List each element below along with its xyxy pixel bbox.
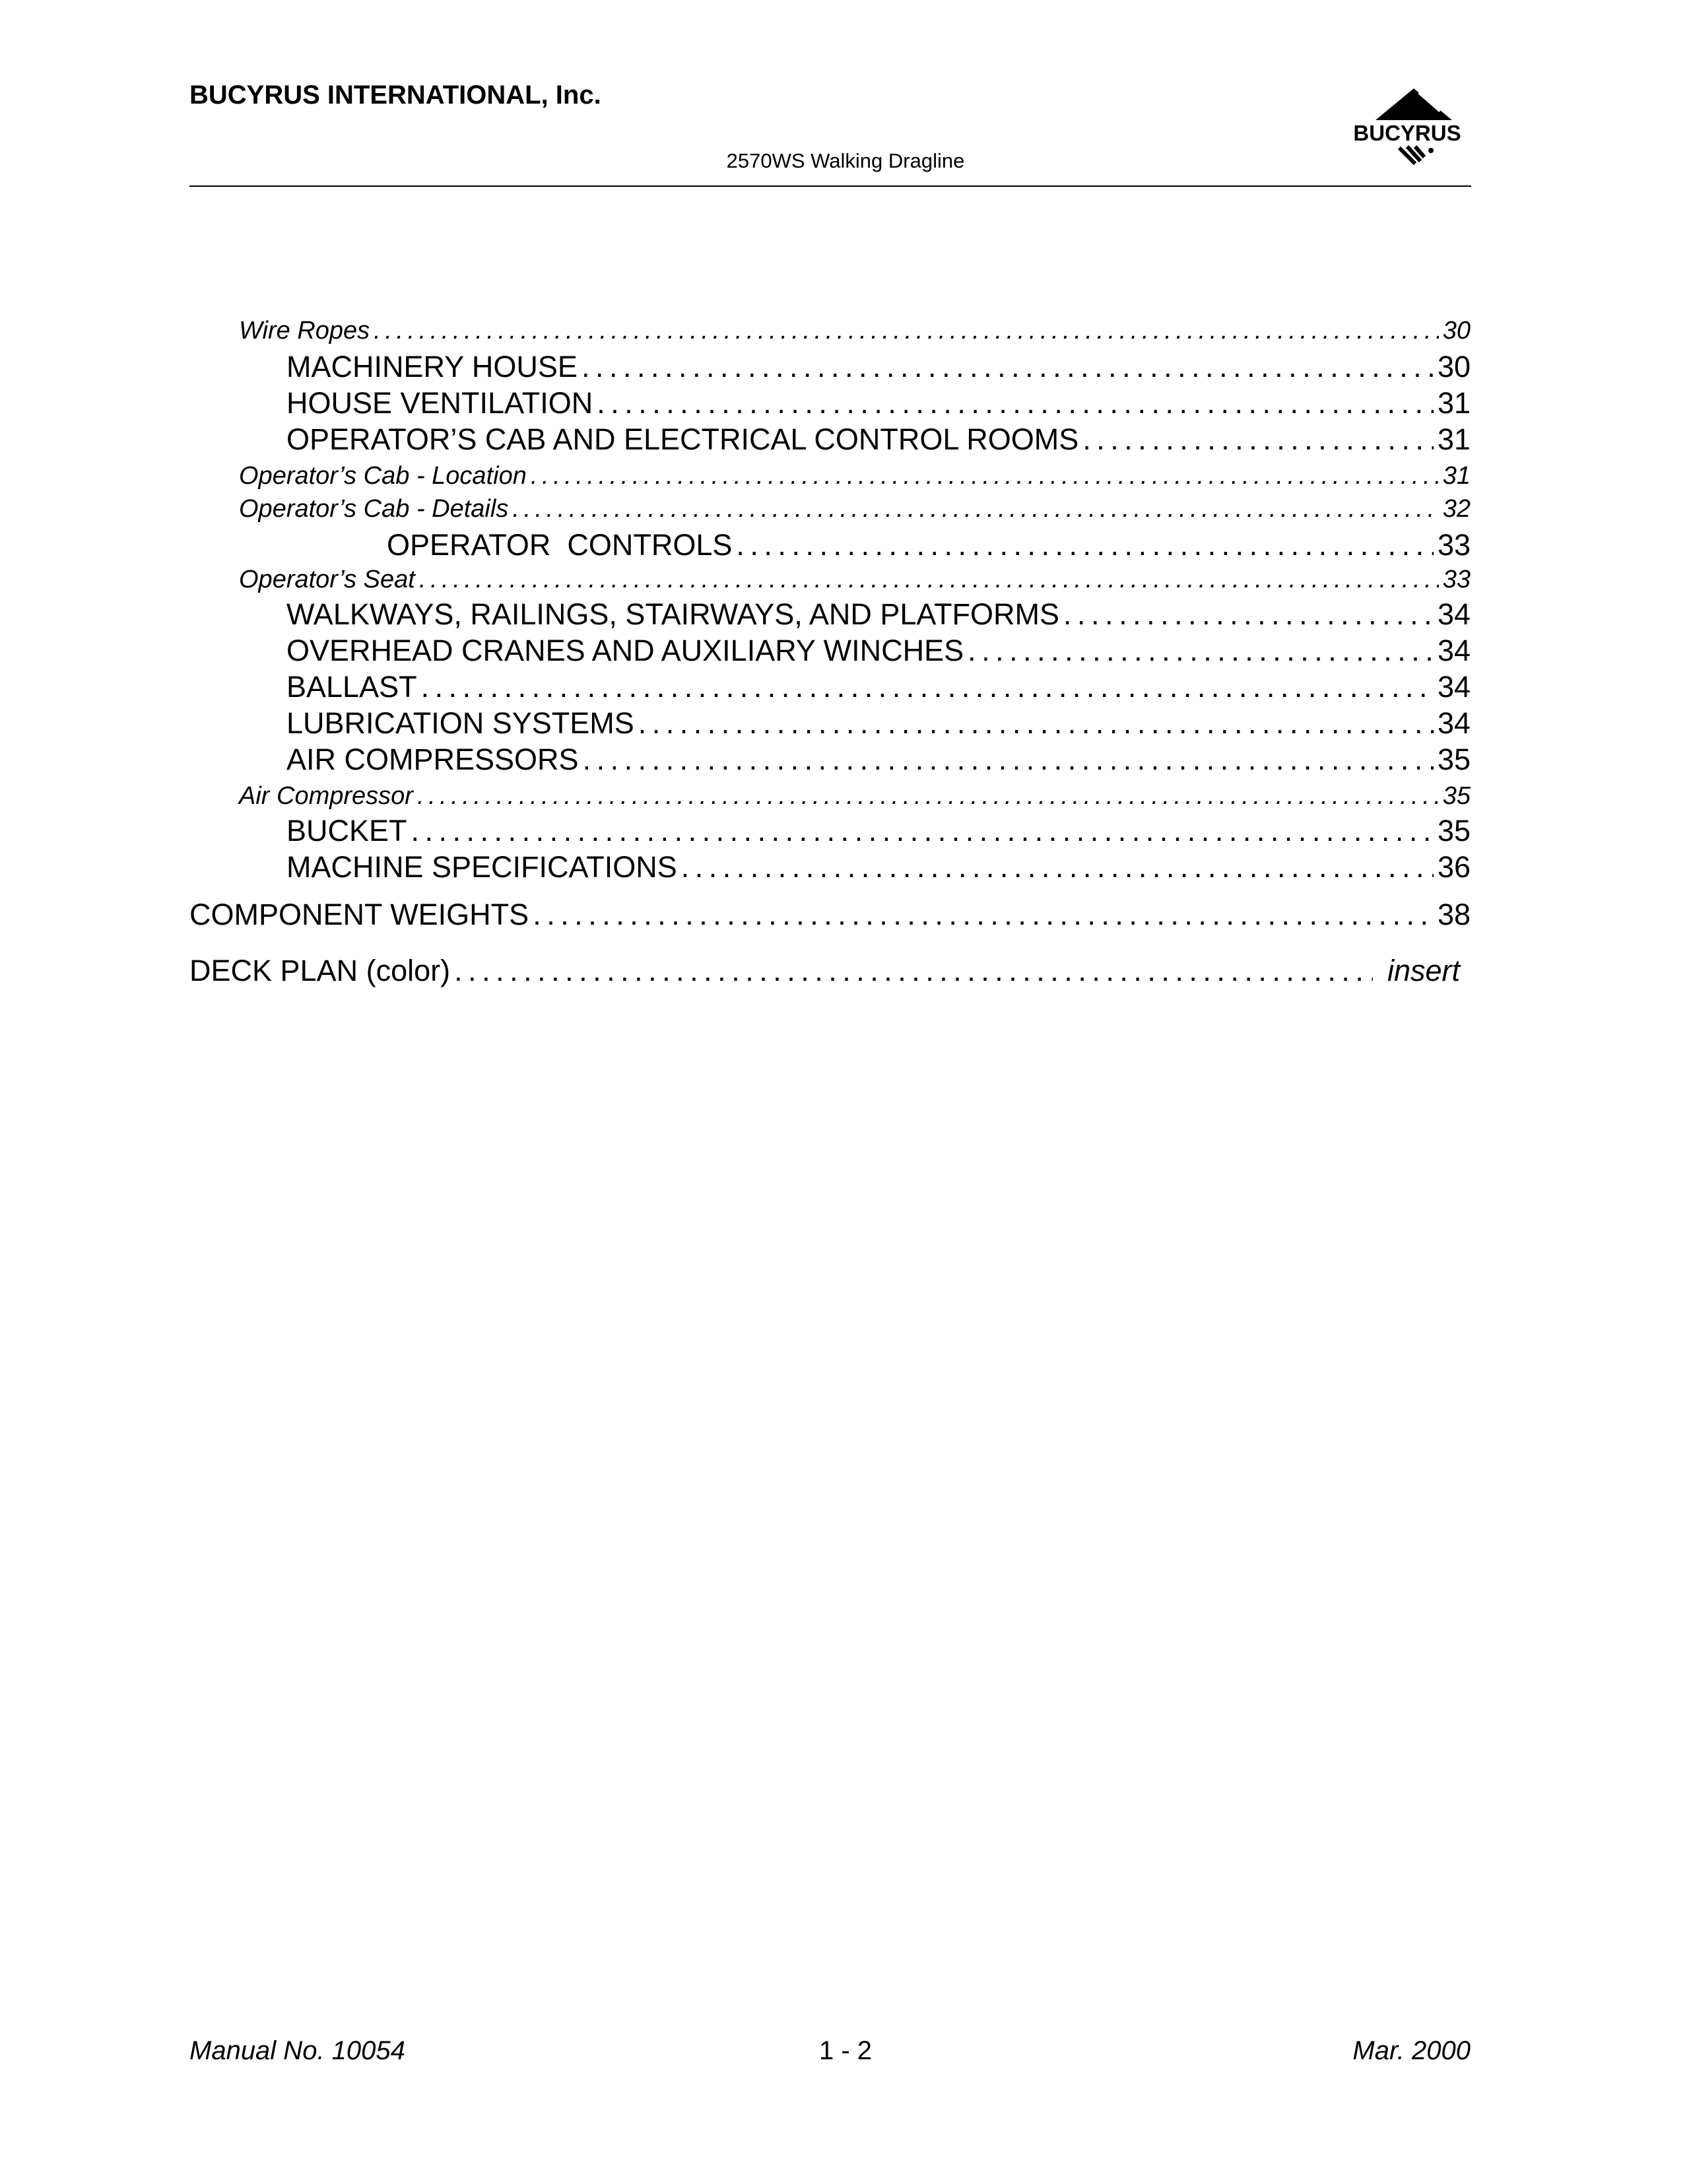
toc-entry-page: 36 [1437,850,1471,884]
toc-entry-title: BALLAST [286,670,417,704]
toc-entry-page: insert [1387,954,1460,987]
toc-entry-page: 34 [1437,670,1471,704]
toc-entry [189,954,1460,988]
toc-leader [1082,422,1434,457]
footer-date: Mar. 2000 [1352,2036,1471,2065]
toc-entry-page: 38 [1437,898,1471,931]
toc-leader [533,898,1434,932]
toc-entry-title: MACHINE SPECIFICATIONS [286,850,677,884]
toc-entry-title: OPERATOR’S CAB AND ELECTRICAL CONTROL ROOMS [286,422,1079,456]
toc-entry-title: OPERATOR CONTROLS [387,528,733,562]
toc-entry-title: WALKWAYS, RAILINGS, STAIRWAYS, AND PLATFORMS [286,597,1060,631]
toc-leader [454,954,1373,988]
toc-entry [286,743,1471,777]
toc-entry [239,495,1471,523]
toc-leader [1063,597,1434,632]
toc-entry-title: MACHINERY HOUSE [286,350,578,383]
toc-entry [286,850,1471,884]
toc-entry [239,462,1471,490]
toc-entry-title: HOUSE VENTILATION [286,386,593,420]
toc-leader [638,706,1434,741]
toc-entry-page: 31 [1442,462,1471,490]
toc-entry-page: 32 [1442,495,1471,523]
toc-entry-title: AIR COMPRESSORS [286,743,579,776]
toc-entry-title: DECK PLAN (color) [189,954,451,987]
footer-page-number: 1 - 2 [818,2036,873,2065]
toc-entry [286,422,1471,457]
toc-entry-page: 35 [1442,782,1471,810]
toc-entry-page: 33 [1437,528,1471,562]
toc-leader [968,634,1434,668]
toc-entry-page: 35 [1437,814,1471,847]
toc-leader [597,386,1434,420]
toc-leader [583,743,1434,777]
toc-entry [286,706,1471,741]
toc-leader [736,528,1434,562]
toc-leader [512,495,1438,523]
toc-entry-title: LUBRICATION SYSTEMS [286,706,634,740]
toc-leader [531,462,1439,490]
footer-manual-number: Manual No. 10054 [189,2036,405,2065]
bucyrus-logo [1341,79,1473,172]
toc-entry [286,814,1471,848]
toc-entry [189,898,1471,932]
toc-entry-title: Operator’s Cab - Details [239,495,509,523]
company-name: BUCYRUS INTERNATIONAL, Inc. [189,81,601,110]
toc-entry-page: 30 [1437,350,1471,383]
toc-entry [239,782,1471,811]
toc-entry [286,634,1471,668]
toc-entry-title: Operator’s Seat [239,566,415,593]
toc-entry-page: 35 [1437,743,1471,776]
toc-entry [286,670,1471,704]
document-subtitle: 2570WS Walking Dragline [726,149,965,172]
toc-leader [417,782,1439,811]
toc-entry [286,386,1471,420]
toc-entry-title: Air Compressor [239,782,413,810]
logo-wordmark: BUCYRUS [1353,121,1461,145]
toc-leader [374,317,1439,345]
toc-entry-title: COMPONENT WEIGHTS [189,898,529,931]
toc-leader [419,566,1439,594]
toc-entry-page: 34 [1437,706,1471,740]
toc-entry [387,528,1471,562]
toc-entry-page: 34 [1437,597,1471,631]
toc-entry-page: 34 [1437,634,1471,667]
toc-entry-title: BUCKET [286,814,407,847]
toc-leader [421,670,1434,704]
toc-entry [286,350,1471,384]
toc-leader [411,814,1434,848]
toc-entry [239,566,1471,594]
toc-entry [239,317,1471,345]
toc-entry-title: Operator’s Cab - Location [239,462,527,490]
toc-entry [286,597,1471,632]
toc-entry-title: Wire Ropes [239,317,370,345]
header-rule [189,185,1471,187]
toc-entry-page: 31 [1437,386,1471,420]
toc-leader [581,350,1434,384]
toc-entry-page: 33 [1442,566,1471,593]
toc-entry-page: 31 [1437,422,1471,456]
toc-entry-title: OVERHEAD CRANES AND AUXILIARY WINCHES [286,634,964,667]
toc-entry-page: 30 [1442,317,1471,345]
toc-leader [681,850,1434,884]
